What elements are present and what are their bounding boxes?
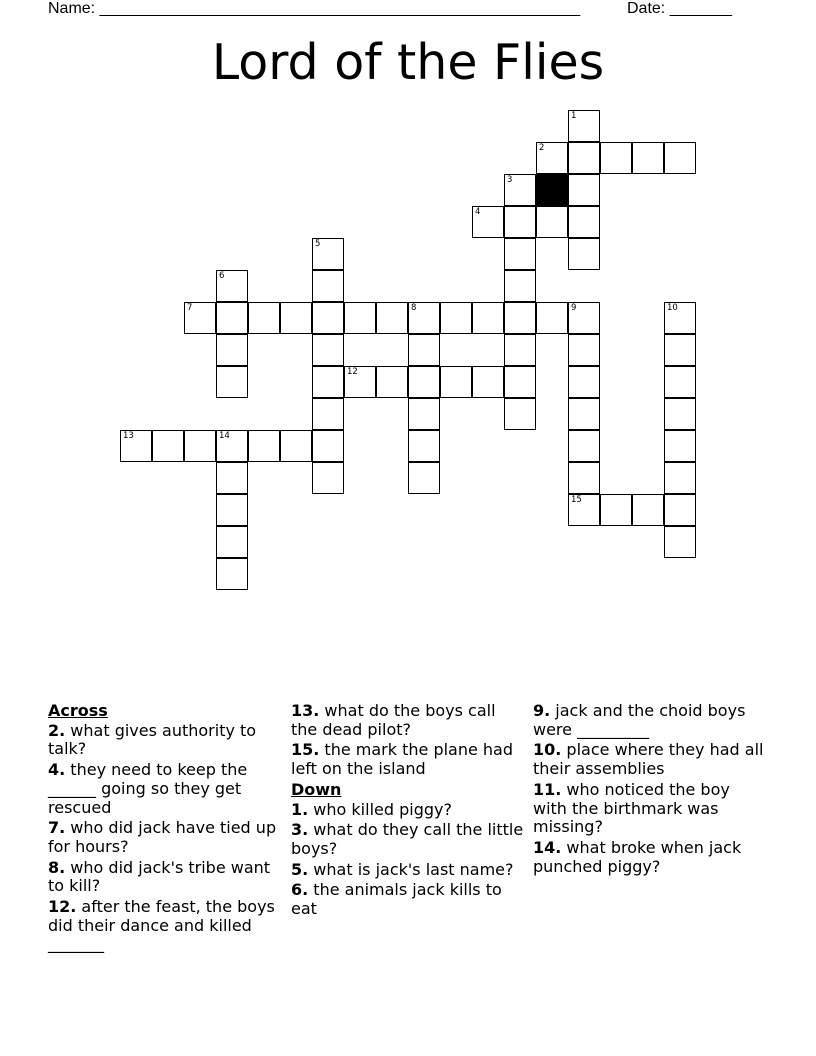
cell-number: 4 xyxy=(475,207,481,217)
crossword-cell[interactable] xyxy=(664,398,696,430)
crossword-cell[interactable] xyxy=(312,238,344,270)
clue-down-5: 5. what is jack's last name? xyxy=(291,859,514,879)
crossword-cell[interactable] xyxy=(344,366,376,398)
crossword-cell[interactable] xyxy=(280,302,312,334)
cell-number: 14 xyxy=(219,431,230,441)
cell-number: 5 xyxy=(315,239,321,249)
crossword-cell[interactable] xyxy=(600,142,632,174)
crossword-cell[interactable] xyxy=(568,110,600,142)
crossword-cell[interactable] xyxy=(568,174,600,206)
crossword-cell[interactable] xyxy=(312,398,344,430)
crossword-cell[interactable] xyxy=(504,270,536,302)
crossword-cell[interactable] xyxy=(312,334,344,366)
crossword-cell[interactable] xyxy=(664,430,696,462)
crossword-cell[interactable] xyxy=(408,462,440,494)
clue-across-7: 7. who did jack have tied up for hours? xyxy=(48,818,277,856)
crossword-cell[interactable] xyxy=(472,366,504,398)
crossword-cell[interactable] xyxy=(376,366,408,398)
crossword-cell[interactable] xyxy=(344,302,376,334)
crossword-cell[interactable] xyxy=(312,462,344,494)
crossword-cell[interactable] xyxy=(248,430,280,462)
crossword-cell[interactable] xyxy=(536,302,568,334)
crossword-cell[interactable] xyxy=(184,430,216,462)
clue-across-2: 2. what gives authority to talk? xyxy=(48,720,257,759)
cell-number: 7 xyxy=(187,303,193,313)
crossword-cell[interactable] xyxy=(568,302,600,334)
clue-down-11: 11. who noticed the boy with the birthmark was missing? xyxy=(533,779,730,837)
crossword-cell[interactable] xyxy=(536,142,568,174)
crossword-cell[interactable] xyxy=(568,238,600,270)
cell-number: 3 xyxy=(507,175,513,185)
crossword-cell[interactable] xyxy=(664,142,696,174)
crossword-cell[interactable] xyxy=(312,270,344,302)
cell-number: 1 xyxy=(571,111,577,121)
crossword-cell[interactable] xyxy=(536,206,568,238)
clue-down-6: 6. the animals jack kills to eat xyxy=(291,880,502,919)
crossword-cell[interactable] xyxy=(664,462,696,494)
cell-number: 2 xyxy=(539,143,545,153)
crossword-cell[interactable] xyxy=(312,430,344,462)
page-title: Lord of the Flies xyxy=(211,34,605,91)
crossword-cell[interactable] xyxy=(216,366,248,398)
crossword-cell[interactable] xyxy=(664,302,696,334)
crossword-cell[interactable] xyxy=(312,302,344,334)
clue-down-10: 10. place where they had all their assemblies xyxy=(533,740,764,779)
crossword-cell[interactable] xyxy=(504,334,536,366)
cell-number: 15 xyxy=(571,495,582,505)
clue-column-1 xyxy=(48,702,283,956)
crossword-cell[interactable] xyxy=(120,430,152,462)
crossword-cell[interactable] xyxy=(568,462,600,494)
crossword-cell[interactable] xyxy=(216,494,248,526)
crossword-cell[interactable] xyxy=(216,334,248,366)
crossword-cell[interactable] xyxy=(504,302,536,334)
crossword-cell[interactable] xyxy=(376,302,408,334)
crossword-cell[interactable] xyxy=(664,334,696,366)
crossword-cell[interactable] xyxy=(632,142,664,174)
cell-number: 13 xyxy=(123,431,134,441)
clue-down-9: 9. jack and the choid boys were _________ xyxy=(533,701,746,739)
clue-down-3: 3. what do they call the little boys? xyxy=(291,820,524,858)
crossword-cell[interactable] xyxy=(664,494,696,526)
crossword-cell[interactable] xyxy=(216,558,248,590)
crossword-cell[interactable] xyxy=(408,430,440,462)
cell-number: 8 xyxy=(411,303,417,313)
crossword-cell[interactable] xyxy=(600,494,632,526)
crossword-cell[interactable] xyxy=(472,302,504,334)
crossword-cell[interactable] xyxy=(216,526,248,558)
name-field-label: Name: ______________________________________________________ xyxy=(48,0,581,17)
cell-number: 9 xyxy=(571,303,577,313)
clue-column-2 xyxy=(291,702,526,921)
crossword-cell[interactable] xyxy=(504,398,536,430)
date-field-label: Date: _______ xyxy=(627,0,732,17)
crossword-cell[interactable] xyxy=(408,366,440,398)
crossword-cell[interactable] xyxy=(664,366,696,398)
crossword-cell[interactable] xyxy=(216,430,248,462)
clue-across-13: 13. what do the boys call the dead pilot? xyxy=(291,701,496,739)
crossword-cell[interactable] xyxy=(152,430,184,462)
crossword-cell[interactable] xyxy=(568,494,600,526)
crossword-cell[interactable] xyxy=(568,430,600,462)
crossword-cell[interactable] xyxy=(408,334,440,366)
cell-number: 10 xyxy=(667,303,678,313)
clue-across-8: 8. who did jack's tribe want to kill? xyxy=(48,857,271,896)
crossword-cell[interactable] xyxy=(504,174,536,206)
cell-number: 6 xyxy=(219,271,225,281)
down-heading: Down xyxy=(291,779,342,799)
crossword-cell[interactable] xyxy=(280,430,312,462)
clue-across-4: 4. they need to keep the ______ going so they get rescued xyxy=(48,760,248,817)
crossword-cell[interactable] xyxy=(472,206,504,238)
crossword-cell[interactable] xyxy=(568,142,600,174)
across-heading: Across xyxy=(48,701,108,720)
crossword-cell[interactable] xyxy=(632,494,664,526)
crossword-cell[interactable] xyxy=(440,366,472,398)
crossword-cell[interactable] xyxy=(568,334,600,366)
cell-number: 12 xyxy=(347,367,358,377)
crossword-cell[interactable] xyxy=(568,366,600,398)
crossword-cell[interactable] xyxy=(504,366,536,398)
crossword-cell[interactable] xyxy=(568,206,600,238)
crossword-cell[interactable] xyxy=(408,398,440,430)
crossword-cell[interactable] xyxy=(216,302,248,334)
clue-down-14: 14. what broke when jack punched piggy? xyxy=(533,837,742,876)
clue-across-12: 12. after the feast, the boys did their dance and killed _______ xyxy=(48,897,275,954)
crossword-cell[interactable] xyxy=(504,206,536,238)
clue-down-1: 1. who killed piggy? xyxy=(291,799,452,819)
crossword-cell[interactable] xyxy=(184,302,216,334)
crossword-cell[interactable] xyxy=(216,462,248,494)
clue-across-15: 15. the mark the plane had left on the island xyxy=(291,740,514,779)
crossword-cell[interactable] xyxy=(216,270,248,302)
clue-column-3 xyxy=(533,702,768,878)
crossword-cell[interactable] xyxy=(248,302,280,334)
crossword-cell[interactable] xyxy=(504,238,536,270)
crossword-cell[interactable] xyxy=(440,302,472,334)
crossword-cell[interactable] xyxy=(664,526,696,558)
crossword-cell[interactable] xyxy=(568,398,600,430)
crossword-cell[interactable] xyxy=(312,366,344,398)
crossword-cell[interactable] xyxy=(408,302,440,334)
crossword-black-cell xyxy=(536,174,568,206)
